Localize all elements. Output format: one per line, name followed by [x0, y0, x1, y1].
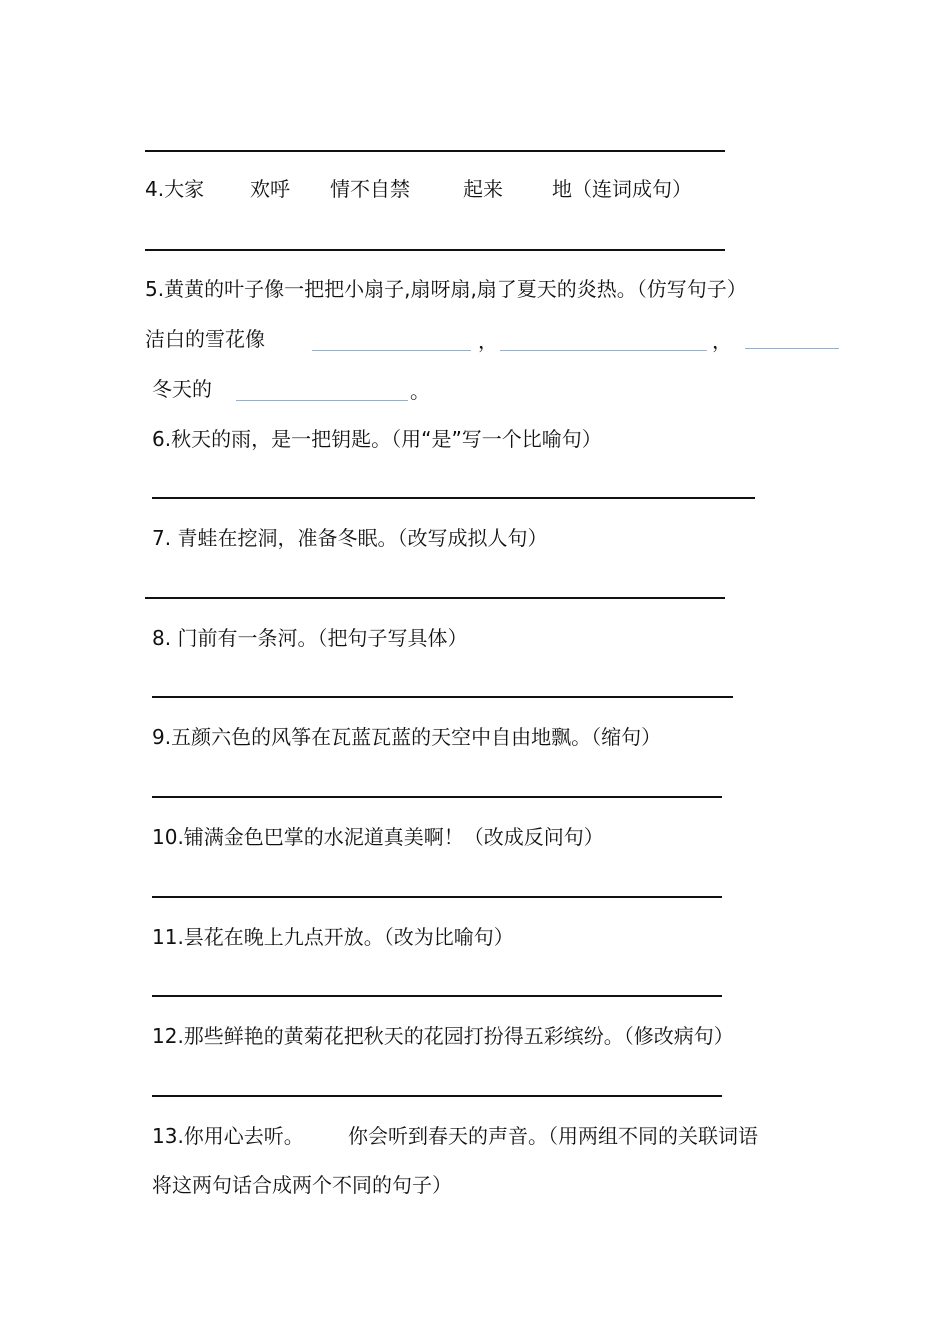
answer-line-q12[interactable]	[152, 1095, 722, 1097]
question-13-part1: 13.你用心去听。	[152, 1124, 304, 1148]
answer-line-q9[interactable]	[152, 796, 722, 798]
answer-line-q6[interactable]	[152, 497, 755, 499]
q4-word-1: 4.大家	[145, 177, 205, 201]
q5-blank-2[interactable]	[500, 350, 707, 351]
question-11-prompt: 11.昙花在晚上九点开放。（改为比喻句）	[152, 925, 514, 949]
answer-line-q7[interactable]	[145, 597, 725, 599]
q5-blank-3[interactable]	[745, 348, 839, 349]
question-4	[145, 176, 745, 204]
question-7-prompt: 7. 青蛙在挖洞，准备冬眠。（改写成拟人句）	[152, 526, 548, 550]
question-9-prompt: 9.五颜六色的风筝在瓦蓝瓦蓝的天空中自由地飘。（缩句）	[152, 725, 662, 749]
q5-period: 。	[410, 379, 430, 403]
question-12-prompt: 12.那些鲜艳的黄菊花把秋天的花园打扮得五彩缤纷。（修改病句）	[152, 1024, 734, 1048]
q4-word-3: 情不自禁	[330, 177, 410, 201]
q4-word-5: 地（连词成句）	[552, 177, 692, 201]
question-13-part2: 你会听到春天的声音。（用两组不同的关联词语	[348, 1124, 758, 1148]
answer-line-q8[interactable]	[152, 696, 733, 698]
question-8-prompt: 8. 门前有一条河。（把句子写具体）	[152, 626, 468, 650]
question-6-prompt: 6.秋天的雨，是一把钥匙。（用“是”写一个比喻句）	[152, 427, 602, 451]
answer-line-q4[interactable]	[145, 249, 725, 251]
answer-line-q11[interactable]	[152, 995, 722, 997]
question-5-prompt: 5.黄黄的叶子像一把把小扇子,扇呀扇,扇了夏天的炎热。（仿写句子）	[145, 277, 747, 301]
q5-comma-1: ，	[478, 329, 498, 353]
q5-blank-1[interactable]	[312, 350, 471, 351]
q5-line1-start: 洁白的雪花像	[145, 327, 265, 351]
answer-line-q3[interactable]	[145, 150, 725, 152]
q4-word-4: 起来	[463, 177, 503, 201]
q5-line2-start: 冬天的	[152, 377, 212, 401]
question-10-prompt: 10.铺满金色巴掌的水泥道真美啊！（改成反问句）	[152, 825, 604, 849]
q5-blank-4[interactable]	[236, 400, 408, 401]
q4-word-2: 欢呼	[250, 177, 290, 201]
answer-line-q10[interactable]	[152, 896, 722, 898]
question-13-line2: 将这两句话合成两个不同的句子）	[152, 1173, 452, 1197]
q5-comma-2: ，	[712, 329, 732, 353]
